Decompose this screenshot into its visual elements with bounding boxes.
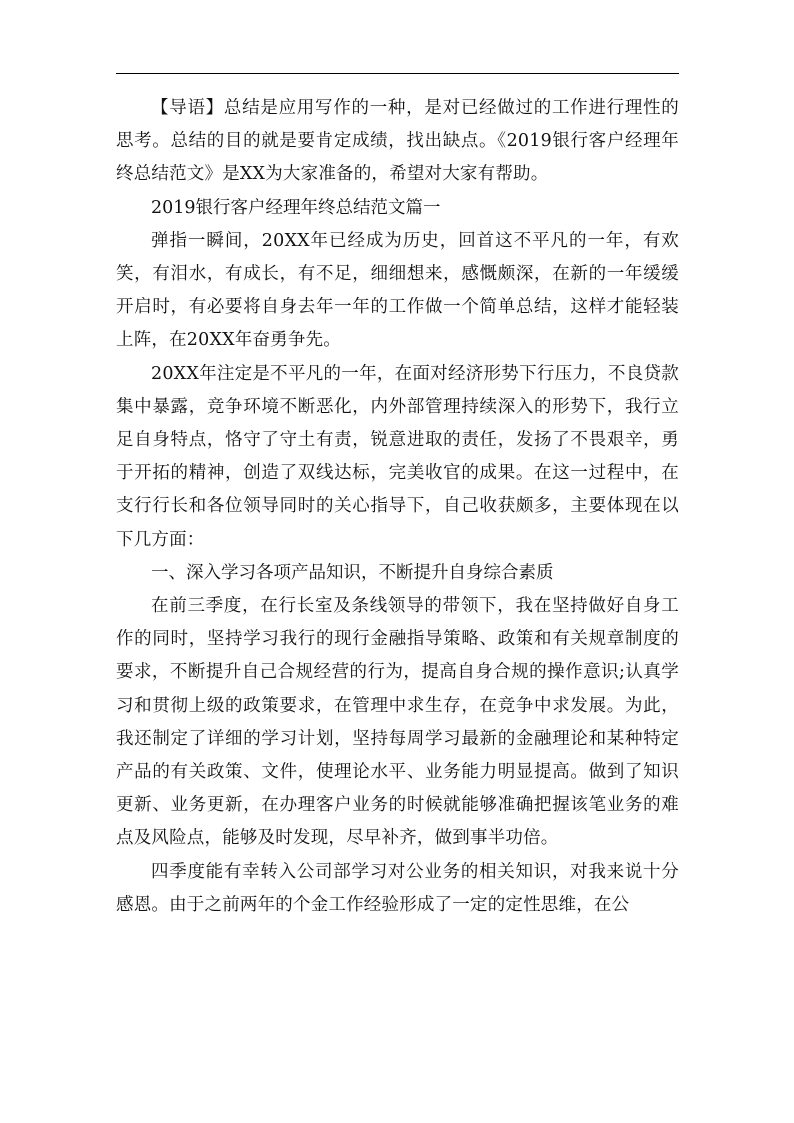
body-paragraph-study: 在前三季度，在行长室及条线领导的带领下，我在坚持做好自身工作的同时，坚持学习我行的现行金融指导策略、政策和有关规章制度的要求，不断提升自己合规经营的行为，提高自身合规的操作意识;认真学习和贯彻上级的政策要求，在管理中求生存，在竞争中求发展。为此，我还制定了详细的学习计划，坚持每周学习最新的金融理论和某种特定产品的有关政策、文件，使理论水平、业务能力明显提高。做到了知识更新、业务更新，在办理客户业务的时候就能够准确把握该笔业务的难点及风险点，能够及时发现，尽早补齐，做到事半功倍。 (116, 596, 679, 849)
document-body (116, 92, 679, 922)
intro-paragraph: 【导语】总结是应用写作的一种，是对已经做过的工作进行理性的思考。总结的目的就是要肯定成绩，找出缺点。《2019银行客户经理年终总结范文》是XX为大家准备的，希望对大家有帮助。 (116, 98, 679, 185)
body-paragraph-q4: 四季度能有幸转入公司部学习对公业务的相关知识，对我来说十分感恩。由于之前两年的个金工作经验形成了一定的定性思维，在公 (116, 861, 679, 915)
article-title: 2019银行客户经理年终总结范文篇一 (151, 197, 441, 218)
body-paragraph-overview: 20XX年注定是不平凡的一年，在面对经济形势下行压力，不良贷款集中暴露，竞争环境不断恶化，内外部管理持续深入的形势下，我行立足自身特点，恪守了守土有责，锐意进取的责任，发扬了不畏艰辛，勇于开拓的精神，创造了双线达标，完美收官的成果。在这一过程中，在支行行长和各位领导同时的关心指导下，自己收获颇多，主要体现在以下几方面： (116, 363, 679, 550)
section-heading-1: 一、深入学习各项产品知识，不断提升自身综合素质 (151, 562, 554, 583)
body-paragraph-opening: 弹指一瞬间，20XX年已经成为历史，回首这不平凡的一年，有欢笑，有泪水，有成长，有不足，细细想来，感慨颇深，在新的一年缓缓开启时，有必要将自身去年一年的工作做一个简单总结，这样才能轻装上阵，在20XX年奋勇争先。 (116, 230, 679, 351)
header-rule (116, 73, 679, 74)
